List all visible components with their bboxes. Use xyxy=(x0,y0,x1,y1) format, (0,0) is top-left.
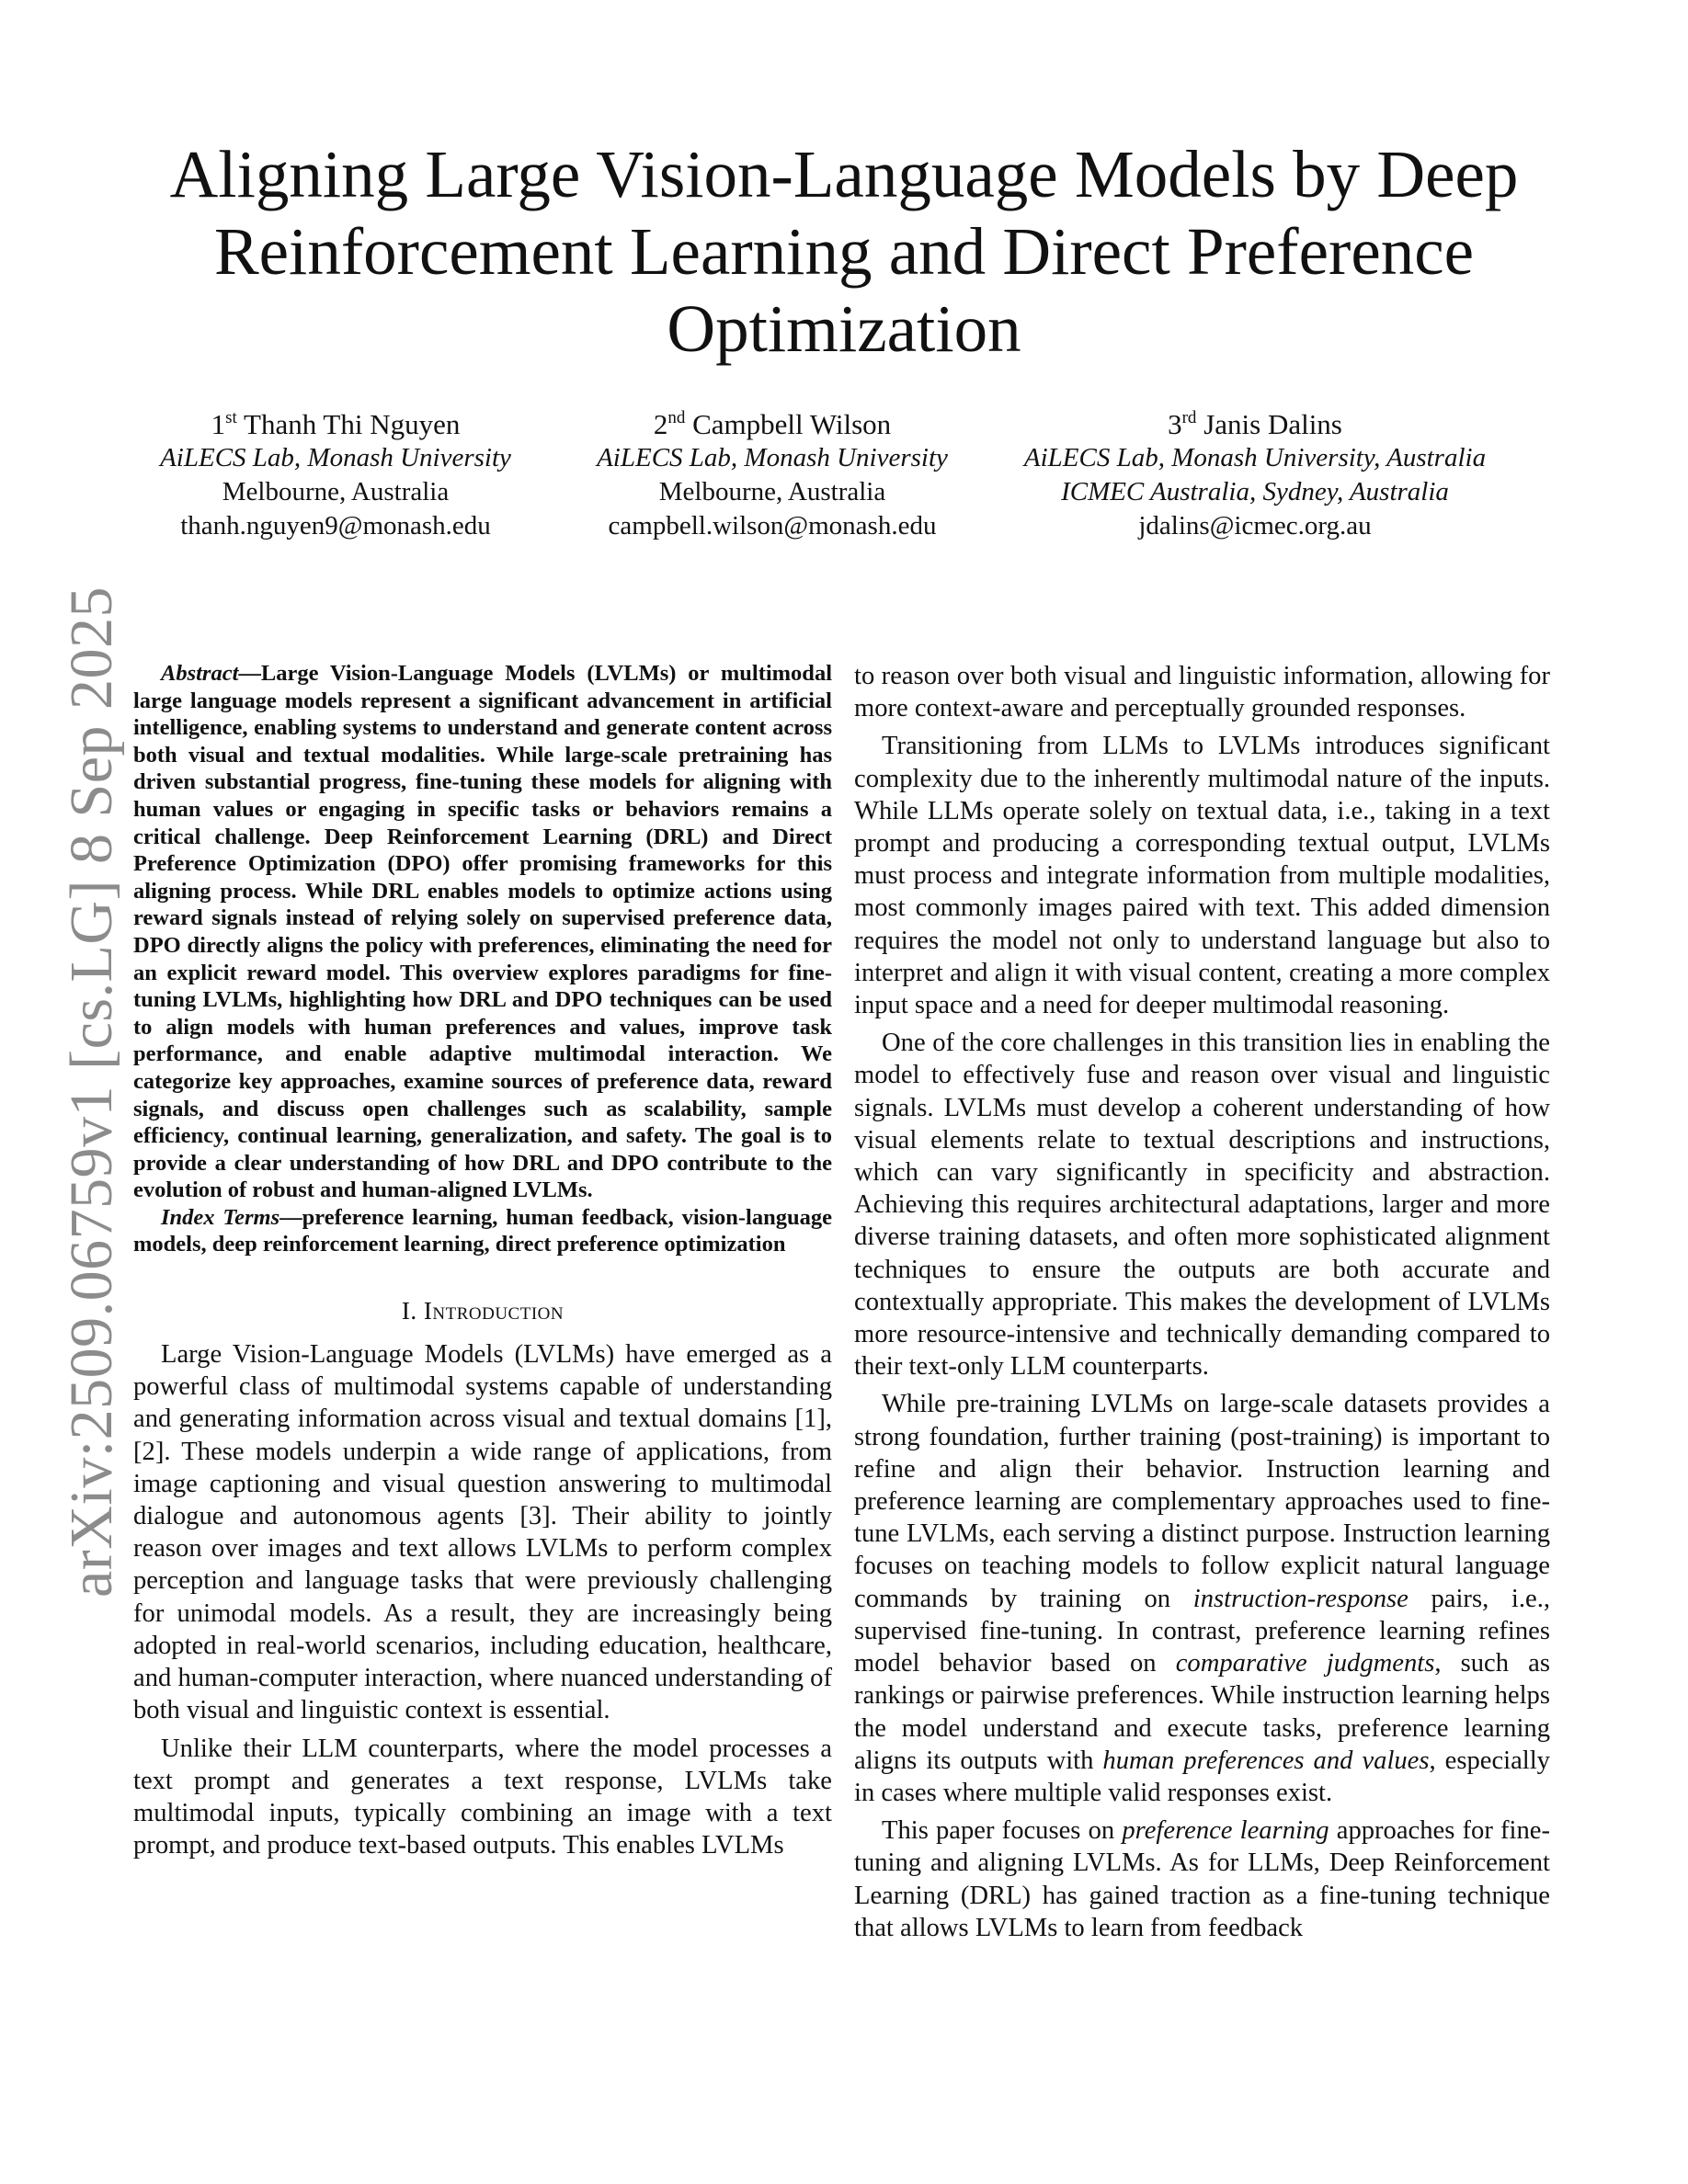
author-affiliation: AiLECS Lab, Monash University, Australia xyxy=(1023,443,1487,472)
left-column xyxy=(133,660,832,1861)
author-3 xyxy=(998,401,1512,543)
intro-paragraph-4: One of the core challenges in this transition lies in enabling the model to effectively fuse and reason over visual and linguistic signals. LVLMs must develop a coherent understanding of how visual elements relate to textual descriptions and instructions, which can vary significantly in specificity and abstraction. Achieving this requires architectural adaptations, larger and more diverse training datasets, and often more sophisticated alignment techniques to ensure the outputs are both accurate and contextually appropriate. This makes the development of LVLMs more resource-intensive and technically demanding compared to their text-only LLM counterparts. xyxy=(854,1029,1550,1382)
author-location: Melbourne, Australia xyxy=(658,477,886,506)
section-heading-introduction: I. Introduction xyxy=(401,1297,565,1325)
intro-paragraph-1: Large Vision-Language Models (LVLMs) have emerged as a powerful class of multimodal systems capable of understanding and generating information across visual and textual domains [1], [2]. These models underpin a wide range of applications, from image captioning and visual question answering to multimodal dialogue and autonomous agents [3]. Their ability to jointly reason over images and text allows LVLMs to perform complex perception and language tasks that were previously challenging for unimodal models. As a result, they are increasingly being adopted in real-world scenarios, including education, healthcare, and human-computer interaction, where nuanced understanding of both visual and linguistic context is essential. xyxy=(133,1340,832,1725)
intro-paragraph-2: Unlike their LLM counterparts, where the model processes a text prompt and generates a text response, LVLMs take multimodal inputs, typically combining an image with a text prompt, and produce text-based outputs. This enables LVLMs xyxy=(133,1734,832,1860)
paper-title: Aligning Large Vision-Language Models by Deep Reinforcement Learning and Direct Preference Optimization xyxy=(169,137,1519,366)
author-location: Melbourne, Australia xyxy=(222,477,450,506)
index-terms-text: —preference learning, human feedback, vision-language models, deep reinforcement learning, direct preference optimization xyxy=(133,1204,832,1257)
index-terms xyxy=(133,1204,832,1258)
author-2 xyxy=(561,401,984,543)
author-1 xyxy=(124,401,547,543)
author-email: thanh.nguyen9@monash.edu xyxy=(180,511,491,540)
right-column xyxy=(854,660,1550,1944)
intro-paragraph-2-continued: to reason over both visual and linguistic information, allowing for more context-aware and perceptually grounded responses. xyxy=(854,662,1550,723)
intro-paragraph-6: This paper focuses on preference learning approaches for fine-tuning and aligning LVLMs. As for LLMs, Deep Reinforcement Learning (DRL) has gained traction as a fine-tuning technique that allows LVLMs to learn from feedback xyxy=(854,1816,1551,1942)
author-email: jdalins@icmec.org.au xyxy=(1138,511,1372,540)
abstract-text: —Large Vision-Language Models (LVLMs) or multimodal large language models represent a significant advancement in artificial intelligence, enabling systems to understand and generate content across both visual and textual modalities. While large-scale pretraining has driven substantial progress, fine-tuning these models for aligning with human values or engaging in specific tasks or behaviors remains a critical challenge. Deep Reinforcement Learning (DRL) and Direct Preference Optimization (DPO) offer promising frameworks for this aligning process. While DRL enables models to optimize actions using reward signals instead of relying solely on supervised preference data, DPO directly aligns the policy with preferences, eliminating the need for an explicit reward model. This overview explores paradigms for fine-tuning LVLMs, highlighting how DRL and DPO techniques can be used to align models with human preferences and values, improve task performance, and enable adaptive multimodal interaction. We categorize key approaches, examine sources of preference data, reward signals, and discuss open challenges such as scalability, sample efficiency, continual learning, generalization, and safety. The goal is to provide a clear understanding of how DRL and DPO contribute to the evolution of robust and human-aligned LVLMs. xyxy=(133,661,832,1203)
arxiv-identifier-stamp: arXiv:2509.06759v1 [cs.LG] 8 Sep 2025 xyxy=(58,586,125,1598)
author-email: campbell.wilson@monash.edu xyxy=(608,511,937,540)
author-location: ICMEC Australia, Sydney, Australia xyxy=(1061,477,1449,506)
abstract-label: Abstract xyxy=(161,661,239,686)
author-name: 2nd Campbell Wilson xyxy=(653,408,892,440)
index-terms-label: Index Terms xyxy=(161,1204,280,1230)
author-affiliation: AiLECS Lab, Monash University xyxy=(160,443,511,472)
author-affiliation: AiLECS Lab, Monash University xyxy=(597,443,948,472)
author-name: 1st Thanh Thi Nguyen xyxy=(211,408,461,440)
abstract xyxy=(133,660,832,1204)
intro-paragraph-5: While pre-training LVLMs on large-scale datasets provides a strong foundation, further training (post-training) is important to refine and align their behavior. Instruction learning and preference learning are complementary approaches used to fine-tune LVLMs, each serving a distinct purpose. Instruction learning focuses on teaching models to follow explicit natural language commands by training on instruction-response pairs, i.e., supervised fine-tuning. In contrast, preference learning refines model behavior based on comparative judgments, such as rankings or pairwise preferences. While instruction learning helps the model understand and execute tasks, preference learning aligns its outputs with human preferences and values, especially in cases where multiple valid responses exist. xyxy=(854,1390,1551,1807)
author-name: 3rd Janis Dalins xyxy=(1168,408,1342,440)
intro-paragraph-3: Transitioning from LLMs to LVLMs introduces significant complexity due to the inherently multimodal nature of the inputs. While LLMs operate solely on textual data, i.e., taking in a text prompt and producing a corresponding textual output, LVLMs must process and integrate information from multiple modalities, most commonly images paired with text. This added dimension requires the model not only to understand language but also to interpret and align it with visual content, creating a more complex input space and a need for deeper multimodal reasoning. xyxy=(854,732,1550,1020)
